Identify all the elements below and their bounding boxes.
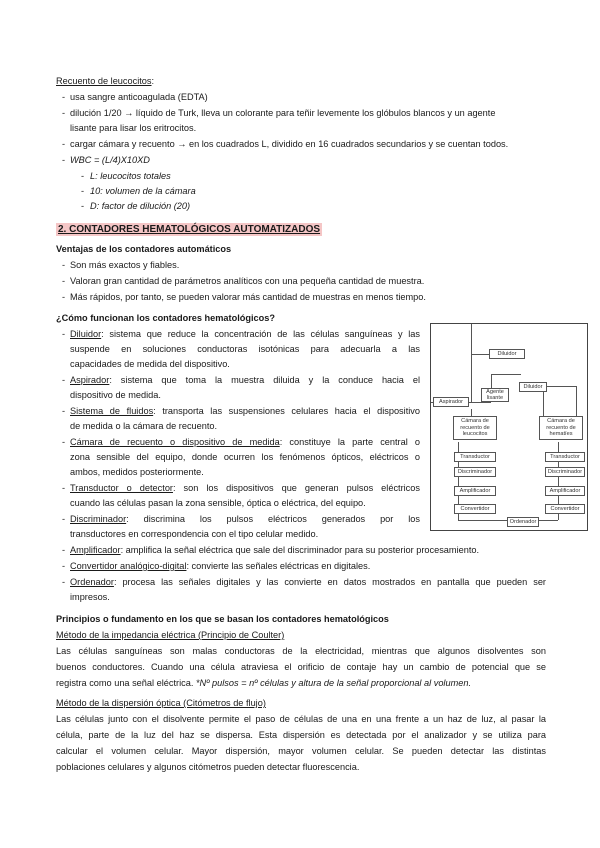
component-text: : transporta las suspensiones celulares hacia el dispositivo [153,406,420,416]
list-item: dilución 1/20 → líquido de Turk, lleva un colorante para teñir levemente los glóbulos blancos y un agente [70,108,496,118]
component-term: Diluidor [70,329,102,339]
diagram-box-diluidor-right: Diluidor [519,382,547,392]
impedance-heading: Método de la impedancia eléctrica (Principio de Coulter) [56,630,285,640]
diagram-box-ordenador: Ordenador [507,517,539,527]
paragraph-line: Las células junto con el disolvente permite el paso de células de una en una frente a un haz de luz, al pasar la [56,714,546,724]
heading-colon: : [151,76,155,86]
list-item: Son más exactos y fiables. [70,260,180,270]
bullet-dash: - [81,201,85,211]
paragraph-line: calcular el volumen celular. Mayor dispersión, mayor volumen celular. Se pueden detectar las distintas [56,746,546,756]
list-item: Más rápidos, por tanto, se pueden valorar más cantidad de muestras en menos tiempo. [70,292,426,302]
bullet-dash: - [62,375,66,385]
component-line: suspende en soluciones conductoras isotónicas para adecuarla a las [70,344,420,354]
bullet-dash: - [62,561,66,571]
formula: WBC = (L/4)X10XD [70,155,150,165]
diagram-connector [543,392,544,417]
list-item: cargar cámara y recuento → en los cuadrados L, dividido en 16 cuadrados secundarios y se cuentan todos. [70,139,509,149]
counter-diagram [430,323,588,531]
bullet-dash: - [62,483,66,493]
diagram-box-transductor: Transductor [454,452,496,462]
list-item-continuation: lisante para lisar los eritrocitos. [70,123,197,133]
bullet-dash: - [62,155,66,165]
component-term: Cámara de recuento o dispositivo de medida [70,437,280,447]
diagram-box-discriminador: Discriminador [545,467,585,477]
bullet-dash: - [62,276,66,286]
leucocitos-heading: Recuento de leucocitos [56,76,152,86]
component-line: de medida o la cámara de recuento. [70,421,218,431]
component-text: : convierte las señales eléctricas en digitales. [186,561,371,571]
component-line: cuando las células pasan la zona sensible, óptica o eléctrica, del equipo. [70,498,366,508]
component-term: Amplificador [70,545,121,555]
how-heading: ¿Cómo funcionan los contadores hematológicos? [56,313,275,323]
bullet-dash: - [62,329,66,339]
diagram-box-aspirador: Aspirador [433,397,469,407]
diagram-box-convertidor: Convertidor [454,504,496,514]
component-text: : sistema que reduce la concentración de las células sanguíneas y las [101,329,420,339]
bullet-dash: - [62,292,66,302]
bullet-dash: - [81,186,85,196]
component-term: Discriminador [70,514,127,524]
component-term: Sistema de fluidos [70,406,154,416]
paragraph-line: célula, parte de la luz del haz se dispersa. Esta dispersión es detectada por el analizador y se utiliza para [56,730,546,740]
list-item: usa sangre anticoagulada (EDTA) [70,92,208,102]
bullet-dash: - [62,545,66,555]
component-term: Ordenador [70,577,114,587]
optical-heading: Método de la dispersión óptica (Citómetros de flujo) [56,698,266,708]
component-line: impresos. [70,592,110,602]
bullet-dash: - [62,139,66,149]
principles-heading: Principios o fundamento en los que se basan los contadores hematológicos [56,614,389,624]
component-line: capacidades de medida del dispositivo. [70,359,230,369]
diagram-connector [538,520,558,521]
component-line [70,436,420,448]
component-text: : discrimina los pulsos eléctricos generados por los [126,514,420,524]
component-line [70,544,479,556]
bullet-dash: - [62,92,66,102]
diagram-connector [471,324,472,354]
component-term: Aspirador [70,375,110,385]
diagram-box-diluidor: Diluidor [489,349,525,359]
bullet-dash: - [62,260,66,270]
paragraph-line: buenos conductores. Cuando una célula atraviesa el orificio de contaje hay un cambio de potencial que se [56,662,546,672]
paragraph-line: poblaciones celulares y algunos citómetros pueden detectar fluorescencia. [56,762,360,772]
bullet-dash: - [81,171,85,181]
component-line [70,560,370,572]
component-line [70,576,546,588]
diagram-box-camara-leucocitos: Cámara de recuento de leucocitos [453,416,497,440]
diagram-box-transductor: Transductor [545,452,585,462]
sub-list-item: 10: volumen de la cámara [90,186,196,196]
list-item: Valoran gran cantidad de parámetros analíticos con una pequeña cantidad de muestra. [70,276,425,286]
section-title: 2. CONTADORES HEMATOLÓGICOS AUTOMATIZADOS [58,224,321,235]
paragraph-line [56,677,471,689]
component-text: : sistema que toma la muestra diluida y la conduce hacia el [109,375,420,385]
component-text: : amplifica la señal eléctrica que sale del discriminador para su posterior procesamiento. [120,545,480,555]
component-text: : constituye la parte central o [279,437,420,447]
impedance-note: *Nº pulsos = nº células y altura de la señal proporcional al volumen. [195,678,472,688]
diagram-connector [576,386,577,417]
diagram-box-amplificador: Amplificador [545,486,585,496]
component-term: Convertidor analógico-digital [70,561,187,571]
diagram-connector [491,374,492,389]
diagram-connector [471,354,472,402]
bullet-dash: - [62,437,66,447]
component-text: : son los dispositivos que generan pulsos eléctricos [172,483,420,493]
component-line [70,513,420,525]
advantages-heading: Ventajas de los contadores automáticos [56,244,232,254]
sub-list-item: D: factor de dilución (20) [90,201,191,211]
bullet-dash: - [62,406,66,416]
bullet-dash: - [62,577,66,587]
component-line [70,405,420,417]
bullet-dash: - [62,514,66,524]
diagram-box-camara-hematies: Cámara de recuento de hematíes [539,416,583,440]
diagram-connector [491,374,521,375]
paragraph-line: Las células sanguíneas son malas conductoras de la electricidad, mientras que algunos disolventes son [56,646,546,656]
sub-list-item: L: leucocitos totales [90,171,171,181]
component-term: Transductor o detector [70,483,173,493]
diagram-connector [458,520,508,521]
component-line: zona sensible del equipo, donde ocurren los fenómenos ópticos, eléctricos o [70,452,420,462]
leucocitos-heading-row [56,75,154,87]
component-text: : procesa las señales digitales y las convierte en datos mostrados en pantalla que pueden ser [113,577,546,587]
component-line [70,482,420,494]
diagram-box-discriminador: Discriminador [454,467,496,477]
diagram-box-amplificador: Amplificador [454,486,496,496]
diagram-box-agente: Agente lisante [481,388,509,402]
diagram-connector [471,354,489,355]
paragraph-text: registra como una señal eléctrica. [56,678,196,688]
component-line: dispositivo de medida. [70,390,161,400]
diagram-connector [546,386,576,387]
component-line: ambos, medidos posteriormente. [70,467,204,477]
bullet-dash: - [62,108,66,118]
component-line [70,374,420,386]
diagram-box-convertidor: Convertidor [545,504,585,514]
component-line [70,328,420,340]
component-line: transductores en correspondencia con el tipo celular medido. [70,529,319,539]
